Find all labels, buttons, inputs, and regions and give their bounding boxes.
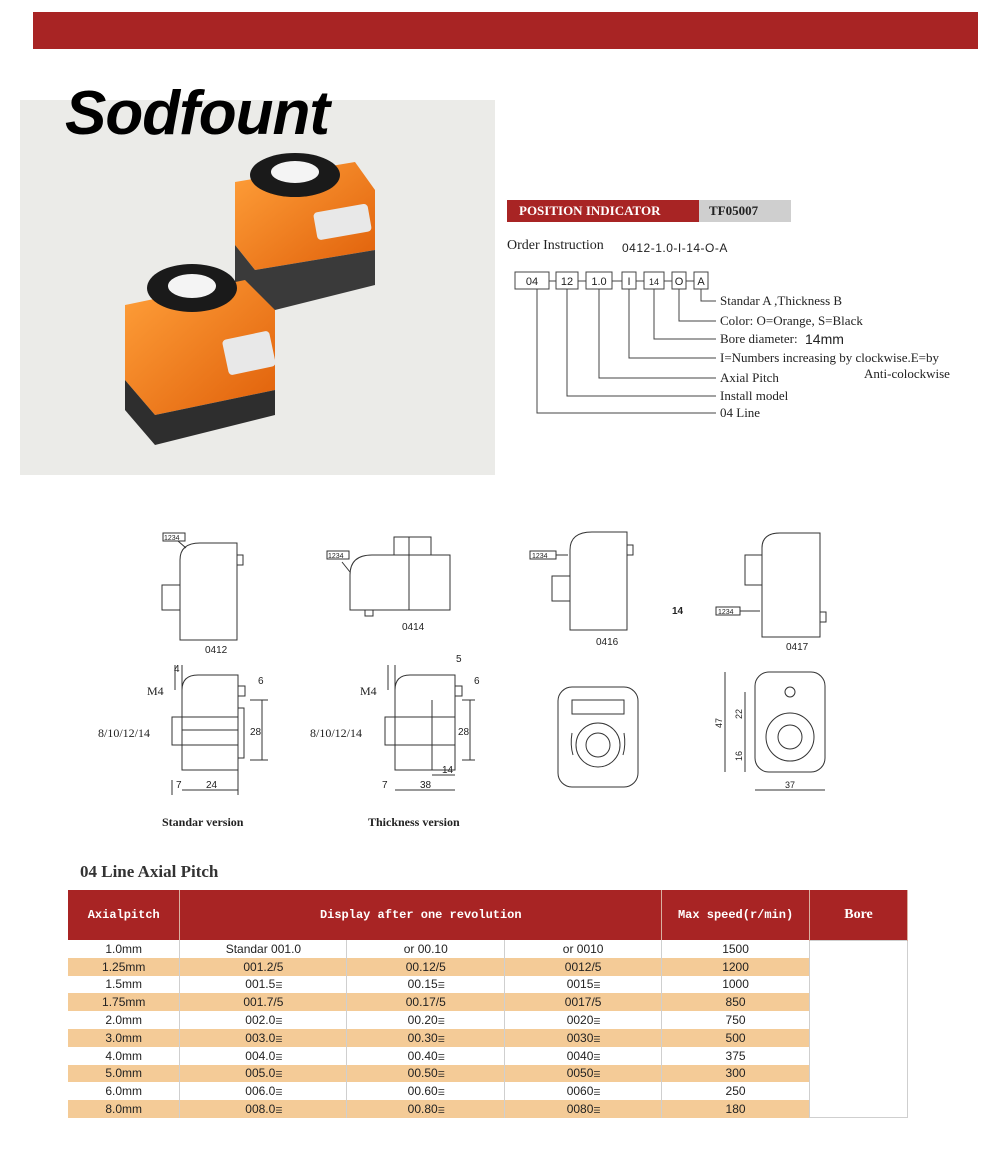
model-0416-drawing <box>530 532 633 648</box>
model-0412-drawing <box>162 533 243 656</box>
dash-icon: ☰ <box>437 1052 444 1062</box>
svg-text:7: 7 <box>176 780 182 791</box>
svg-text:22: 22 <box>734 708 744 719</box>
middle-label: 14 <box>672 606 684 617</box>
caption-thickness: Thickness version <box>368 815 460 829</box>
header-axialpitch: Axialpitch <box>68 890 180 940</box>
dash-icon: ☰ <box>275 1070 282 1080</box>
cell-d2: or 00.10 <box>347 940 505 958</box>
cell-d2: 00.15☰ <box>347 976 505 994</box>
cell-pitch: 8.0mm <box>68 1100 180 1118</box>
model-label-0416: 0416 <box>596 637 619 648</box>
code-box-line: 04 <box>525 276 539 288</box>
cell-speed: 250 <box>662 1082 810 1100</box>
model-label-0414: 0414 <box>402 622 425 633</box>
svg-text:8/10/12/14: 8/10/12/14 <box>310 726 363 740</box>
bore-cell <box>810 940 908 1118</box>
dash-icon: ☰ <box>275 1088 282 1098</box>
svg-text:47: 47 <box>714 717 724 728</box>
cell-d3: 0020☰ <box>505 1011 662 1029</box>
table-row <box>68 1011 908 1029</box>
cell-pitch: 6.0mm <box>68 1082 180 1100</box>
svg-text:6: 6 <box>258 676 264 687</box>
order-instruction-value: 0412-1.0-I-14-O-A <box>622 241 728 255</box>
code-box-pitch: 1.0 <box>591 276 607 288</box>
dash-icon: ☰ <box>275 1017 282 1027</box>
note-bore-value: 14mm <box>805 331 844 347</box>
cell-d2: 00.60☰ <box>347 1082 505 1100</box>
svg-text:38: 38 <box>420 780 432 791</box>
cell-speed: 375 <box>662 1047 810 1065</box>
cell-d2: 00.80☰ <box>347 1100 505 1118</box>
brand-logo-text: Sodfount <box>65 79 330 148</box>
standard-version-drawing <box>98 664 268 829</box>
dash-icon: ☰ <box>275 1034 282 1044</box>
code-box-model: 12 <box>560 276 574 288</box>
cell-pitch: 1.25mm <box>68 958 180 976</box>
front-view-drawing <box>558 687 638 787</box>
cell-d2: 00.40☰ <box>347 1047 505 1065</box>
dash-icon: ☰ <box>593 1017 600 1027</box>
svg-text:16: 16 <box>734 750 744 761</box>
dash-icon: ☰ <box>593 1070 600 1080</box>
dash-icon: ☰ <box>593 1106 600 1116</box>
code-box-color: O <box>674 276 684 288</box>
dash-icon: ☰ <box>593 981 600 991</box>
table-row <box>68 993 908 1011</box>
cell-speed: 1000 <box>662 976 810 994</box>
cell-d1: 001.5☰ <box>180 976 347 994</box>
svg-text:M4: M4 <box>147 684 164 698</box>
dash-icon: ☰ <box>437 981 444 991</box>
thickness-version-drawing <box>310 654 480 829</box>
cell-speed: 750 <box>662 1011 810 1029</box>
svg-text:1234: 1234 <box>718 609 734 616</box>
svg-text:28: 28 <box>458 727 470 738</box>
cell-d1: 005.0☰ <box>180 1065 347 1083</box>
table-row <box>68 1100 908 1118</box>
svg-text:8/10/12/14: 8/10/12/14 <box>98 726 151 740</box>
cell-pitch: 3.0mm <box>68 1029 180 1047</box>
note-color: Color: O=Orange, S=Black <box>720 313 863 328</box>
cell-d2: 00.17/5 <box>347 993 505 1011</box>
cell-d3: 0012/5 <box>505 958 662 976</box>
product-code: TF05007 <box>699 200 791 222</box>
cell-d1: 002.0☰ <box>180 1011 347 1029</box>
cell-speed: 1500 <box>662 940 810 958</box>
cell-d3: or 0010 <box>505 940 662 958</box>
cell-d3: 0040☰ <box>505 1047 662 1065</box>
note-bore-label: Bore diameter: <box>720 331 798 346</box>
cell-pitch: 1.5mm <box>68 976 180 994</box>
svg-text:4: 4 <box>174 664 180 675</box>
cell-pitch: 1.75mm <box>68 993 180 1011</box>
dash-icon: ☰ <box>437 1106 444 1116</box>
axial-pitch-table <box>68 890 908 1118</box>
svg-text:1234: 1234 <box>164 535 180 542</box>
note-direction-alt: Anti-colockwise <box>864 366 950 381</box>
cell-d2: 00.50☰ <box>347 1065 505 1083</box>
code-box-bore: 14 <box>648 277 660 287</box>
cell-d1: 006.0☰ <box>180 1082 347 1100</box>
model-0414-drawing <box>327 537 450 633</box>
cell-d1: 003.0☰ <box>180 1029 347 1047</box>
dash-icon: ☰ <box>275 1106 282 1116</box>
svg-text:7: 7 <box>382 780 388 791</box>
table-row <box>68 1029 908 1047</box>
svg-text:5: 5 <box>456 654 462 665</box>
model-label-0412: 0412 <box>205 645 228 656</box>
cell-d1: Standar 001.0 <box>180 940 347 958</box>
cell-d2: 00.12/5 <box>347 958 505 976</box>
header-display: Display after one revolution <box>180 890 662 940</box>
dash-icon: ☰ <box>275 1052 282 1062</box>
cell-d1: 001.2/5 <box>180 958 347 976</box>
dash-icon: ☰ <box>593 1088 600 1098</box>
product-header-title: POSITION INDICATOR <box>507 200 699 222</box>
note-line: 04 Line <box>720 405 761 420</box>
order-instruction-label: Order Instruction <box>507 238 604 253</box>
cell-pitch: 1.0mm <box>68 940 180 958</box>
table-row <box>68 1082 908 1100</box>
cell-d1: 008.0☰ <box>180 1100 347 1118</box>
note-axial-pitch: Axial Pitch <box>720 370 779 385</box>
table-row <box>68 1047 908 1065</box>
cell-d3: 0060☰ <box>505 1082 662 1100</box>
model-0417-drawing <box>716 533 826 653</box>
cell-speed: 500 <box>662 1029 810 1047</box>
table-row <box>68 958 908 976</box>
dash-icon: ☰ <box>437 1088 444 1098</box>
cell-d3: 0050☰ <box>505 1065 662 1083</box>
cell-speed: 850 <box>662 993 810 1011</box>
cell-speed: 300 <box>662 1065 810 1083</box>
cell-d3: 0030☰ <box>505 1029 662 1047</box>
cell-pitch: 2.0mm <box>68 1011 180 1029</box>
svg-text:1234: 1234 <box>532 553 548 560</box>
dash-icon: ☰ <box>437 1070 444 1080</box>
code-box-version: A <box>697 276 705 288</box>
svg-text:1234: 1234 <box>328 553 344 560</box>
table-row <box>68 976 908 994</box>
note-direction: I=Numbers increasing by clockwise.E=by <box>720 350 939 365</box>
caption-standard: Standar version <box>162 815 244 829</box>
table-title: 04 Line Axial Pitch <box>80 862 219 881</box>
header-max-speed: Max speed(r/min) <box>662 890 810 940</box>
cell-d1: 001.7/5 <box>180 993 347 1011</box>
note-install-model: Install model <box>720 388 789 403</box>
svg-text:M4: M4 <box>360 684 377 698</box>
cell-d3: 0015☰ <box>505 976 662 994</box>
svg-text:24: 24 <box>206 780 218 791</box>
table-row <box>68 940 908 958</box>
model-label-0417: 0417 <box>786 642 809 653</box>
cell-pitch: 5.0mm <box>68 1065 180 1083</box>
cell-d2: 00.30☰ <box>347 1029 505 1047</box>
dash-icon: ☰ <box>437 1017 444 1027</box>
svg-text:28: 28 <box>250 727 262 738</box>
dash-icon: ☰ <box>593 1052 600 1062</box>
dash-icon: ☰ <box>275 981 282 991</box>
cell-d2: 00.20☰ <box>347 1011 505 1029</box>
dash-icon: ☰ <box>437 1034 444 1044</box>
side-view-drawing <box>714 672 825 790</box>
table-row <box>68 1065 908 1083</box>
dash-icon: ☰ <box>593 1034 600 1044</box>
header-bore: Bore <box>810 890 908 940</box>
cell-d1: 004.0☰ <box>180 1047 347 1065</box>
svg-text:14: 14 <box>442 765 454 776</box>
cell-pitch: 4.0mm <box>68 1047 180 1065</box>
cell-d3: 0080☰ <box>505 1100 662 1118</box>
svg-text:37: 37 <box>785 780 796 790</box>
cell-speed: 180 <box>662 1100 810 1118</box>
code-box-direction: I <box>627 276 631 288</box>
cell-d3: 0017/5 <box>505 993 662 1011</box>
note-version: Standar A ,Thickness B <box>720 293 843 308</box>
cell-speed: 1200 <box>662 958 810 976</box>
svg-text:6: 6 <box>474 676 480 687</box>
